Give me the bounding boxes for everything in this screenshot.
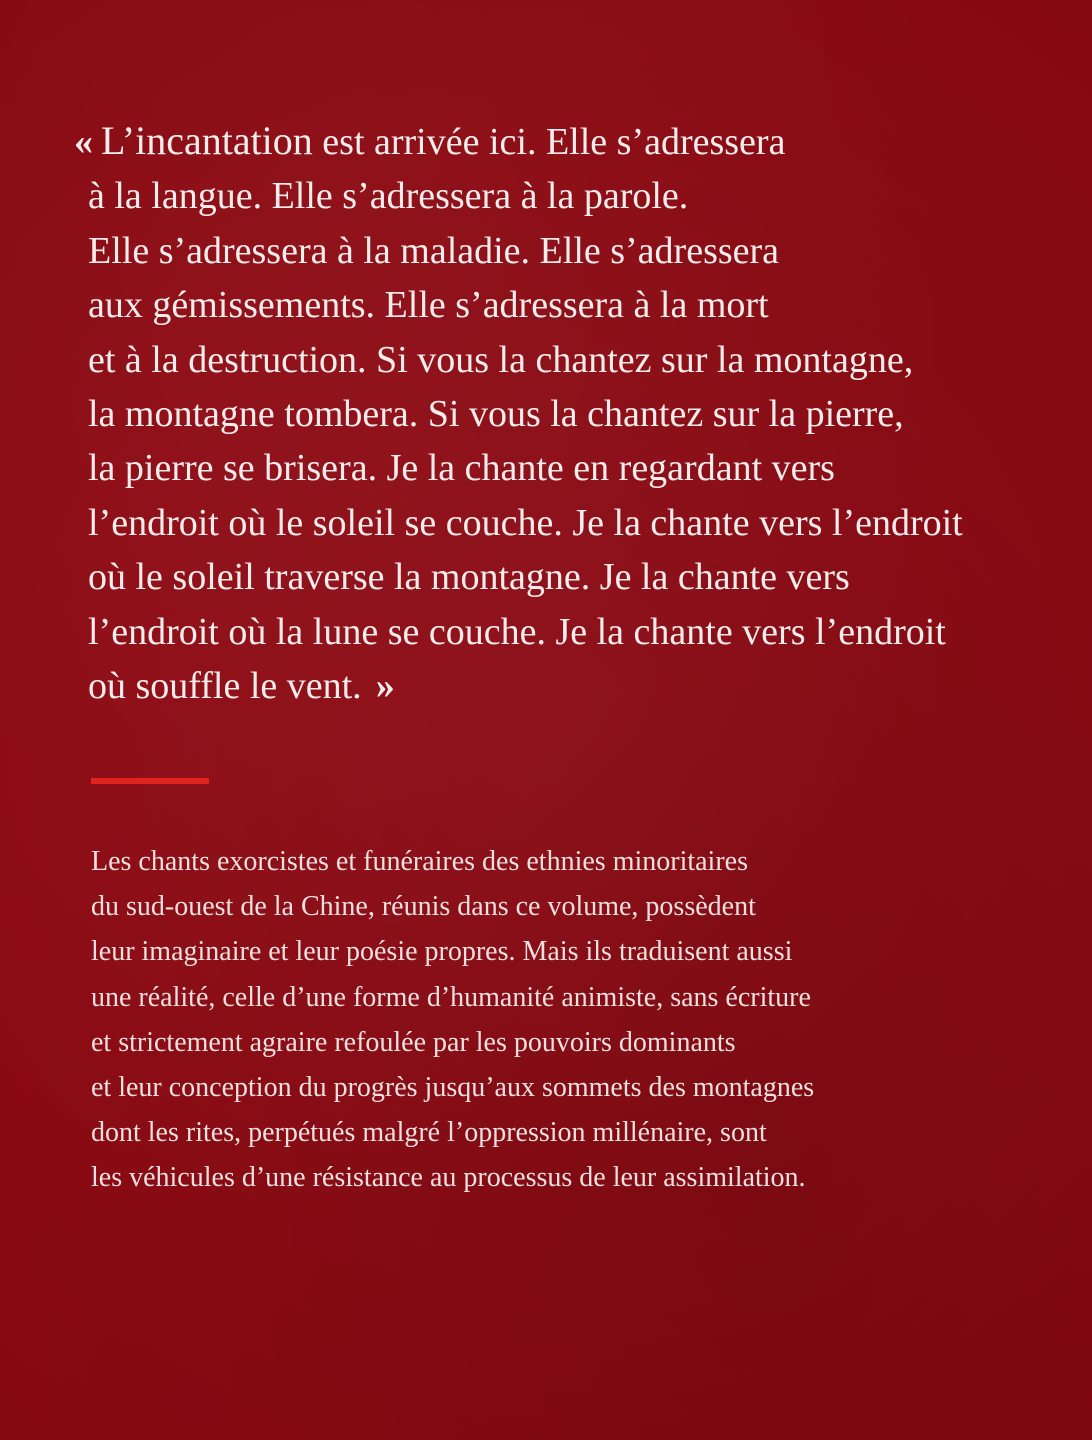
- quote-line: et à la destruction. Si vous la chantez sur la montagne,: [88, 338, 914, 381]
- quote-line: l’endroit où le soleil se couche. Je la chante vers l’endroit: [88, 501, 963, 544]
- quote-line: Elle s’adressera à la maladie. Elle s’adressera: [88, 229, 780, 272]
- blurb-line: et leur conception du progrès jusqu’aux sommets des montagnes: [91, 1072, 815, 1104]
- opening-guillemet: «: [74, 121, 87, 163]
- red-divider-rule: [91, 778, 209, 784]
- quote-line-text: est arrivée ici. Elle s’adressera: [312, 121, 786, 163]
- quote-line: l’endroit où la lune se couche. Je la chante vers l’endroit: [88, 610, 946, 653]
- quote-line: la montagne tombera. Si vous la chantez sur la pierre,: [88, 393, 904, 436]
- quote-line: où le soleil traverse la montagne. Je la chante vers: [88, 556, 850, 599]
- quote-line: aux gémissements. Elle s’adressera à la mort: [88, 284, 769, 327]
- quote-line: [88, 659, 1034, 713]
- blurb-line: et strictement agraire refoulée par les pouvoirs dominants: [91, 1026, 736, 1058]
- blurb-line: une réalité, celle d’une forme d’humanité animiste, sans écriture: [91, 981, 811, 1013]
- blurb-line: les véhicules d’une résistance au processus de leur assimilation.: [91, 1162, 806, 1194]
- closing-guillemet: »: [375, 665, 389, 708]
- quote-line: [74, 114, 1034, 169]
- blurb-line: du sud-ouest de la Chine, réunis dans ce volume, possèdent: [91, 891, 756, 923]
- blurb-line: dont les rites, perpétués malgré l’oppression millénaire, sont: [91, 1117, 767, 1149]
- back-cover-blurb: [91, 839, 1031, 1201]
- epigraph-quote: [74, 114, 1034, 713]
- blurb-line: leur imaginaire et leur poésie propres. Mais ils traduisent aussi: [91, 936, 793, 968]
- blurb-line: Les chants exorcistes et funéraires des ethnies minoritaires: [91, 846, 748, 877]
- quote-first-word: L’incantation: [101, 118, 313, 163]
- quote-line: à la langue. Elle s’adressera à la parole.: [88, 175, 689, 218]
- quote-line: la pierre se brisera. Je la chante en regardant vers: [88, 447, 835, 490]
- quote-line-text: où souffle le vent.: [88, 665, 362, 708]
